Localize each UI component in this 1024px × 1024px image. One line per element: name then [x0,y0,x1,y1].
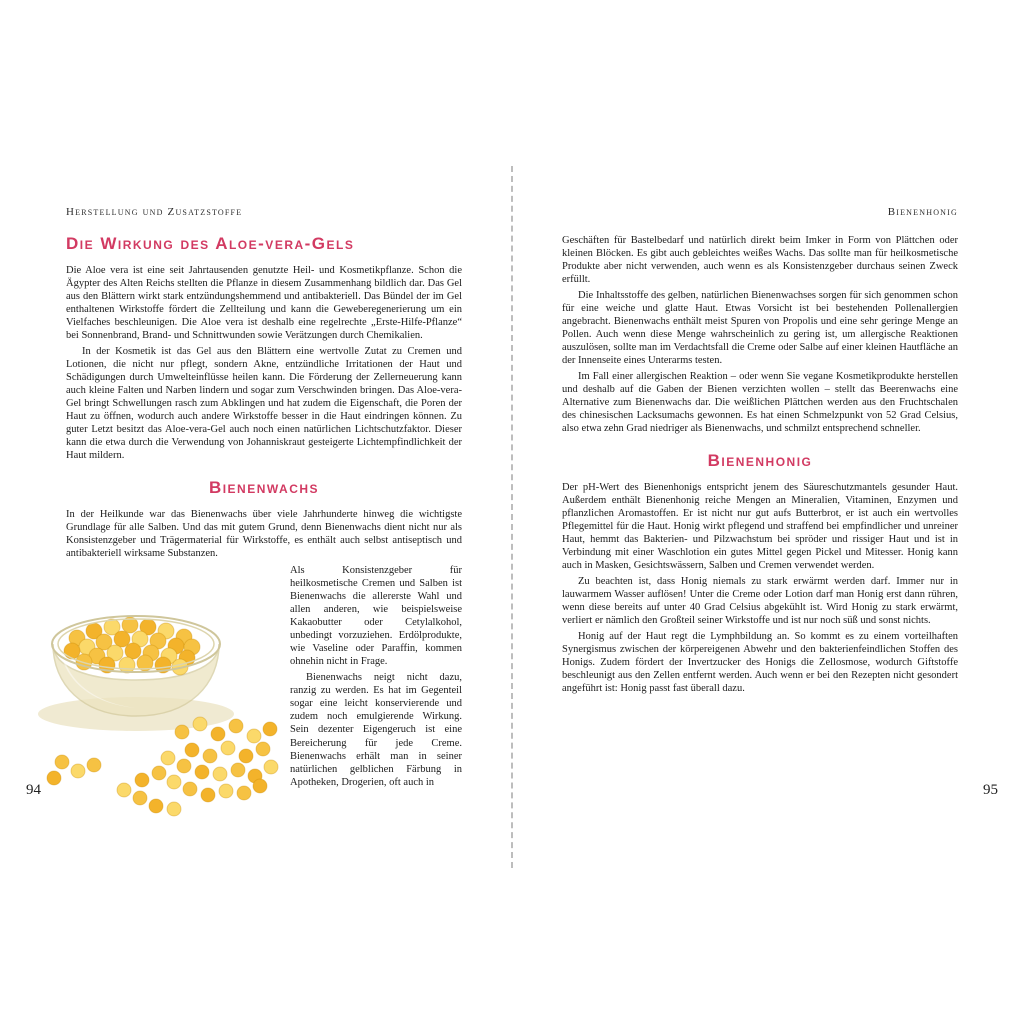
body-paragraph-wrapped: Als Konsistenzgeber für heilkosmetische Cremen und Salben ist Bienenwachs die allererste Wahl und allen anderen, wie beispielsweise Kakaobutter oder Cetylalkohol, unbedingt vorzuziehen. Erdölprodukte, wie Vaseline oder Paraffin, kommen ohnehin nicht in Frage. [290,565,462,668]
section-heading-bienenwachs: Bienenwachs [208,478,320,498]
body-paragraph: Geschäften für Bastelbedarf und natürlich direkt beim Imker in Form von Plättchen oder kleinen Blöcken. Es gibt auch gebleichtes weißes Wachs. Das sollte man für heilkosmetische Produkte aber nicht verwenden, auch wenn es als Konsistenzgeber durchaus seinen Zweck erfüllt. [562,235,958,286]
body-paragraph: Zu beachten ist, dass Honig niemals zu stark erwärmt werden darf. Immer nur in lauwarmem Wasser auflösen! Unter die Creme oder Lotion darf man Honig erst dann rühren, wenn diese bereits auf unter 40 Grad Celsius abgekühlt ist. Wird Honig zu stark erwärmt, verliert er nämlich den Großteil seiner Wirkstoffe und ist nur noch süß und sonst nichts. [562,576,958,627]
body-paragraph: Honig auf der Haut regt die Lymphbildung an. So kommt es zu einem vorteilhaften Synergismus zwischen der körpereigenen Abwehr und den bakterienfeindlichen Stoffen des Honigs. Zudem fördert der Invertzucker des Honigs die Zellosmose, wodurch Giftstoffe beschleunigt aus den Zellen entfernt werden. Auch wenn er bei den Rezepten nicht gesondert angeführt ist: Honig passt fast überall dazu. [562,631,958,695]
page-divider [511,166,513,868]
body-paragraph: Die Aloe vera ist eine seit Jahrtausenden genutzte Heil- und Kosmetikpflanze. Schon die Ägypter des Alten Reichs stellten die Pflanze in diesem Zusammenhang bildlich dar. Das Gel aus den Blättern wirkt stark entzündungshemmend und antibakteriell. Das Bündel der im Gel enthaltenen Wirkstoffe fördert die Zellteilung und kann die Geweberegenerierung um ein Vielfaches beschleunigen. Die Aloe vera ist deshalb eine regelrechte „Erste-Hilfe-Pflanze“ bei Sonnenbrand, Brand- und Schnittwunden sowie Verätzungen durch Chemikalien. [66,265,462,342]
page-number-right: 95 [983,782,998,798]
body-paragraph-wrapped: Bienenwachs neigt nicht dazu, ranzig zu werden. Es hat im Gegenteil sogar eine leicht konservierende und zudem noch emulgierende Wirkung. Sein dezenter Eigengeruch ist eine Bereicherung für jede Creme. Bienenwachs erhält man in seiner natürlichen gelblichen Färbung in Apotheken, Drogerien, oft auch in [290,672,462,788]
page-left [66,206,462,818]
page-number-left: 94 [26,782,41,798]
body-paragraph: Der pH-Wert des Bienenhonigs entspricht jenem des Säureschutzmantels gesunder Haut. Außerdem enthält Bienenhonig reiche Mengen an Mineralien, Vitaminen, Enzymen und pflanzlichen Aromastoffen. Er ist nicht nur gut aufs Butterbrot, er ist auch ein wertvolles Pflegemittel für die Haut. Honig wirkt pflegend und straffend bei empfindlicher und unreiner Haut, hemmt das Bakterien- und Pilzwachstum bei spröder und rissiger Haut und ist in Verbindung mit einer Waschlotion ein gutes Mittel gegen Pickel und Mitesser. Honig kann auch in Masken, Gesichtswässern, Salben und Cremen verwendet werden. [562,482,958,572]
running-header-left: Herstellung und Zusatzstoffe [66,206,243,218]
body-paragraph: Im Fall einer allergischen Reaktion – oder wenn Sie vegane Kosmetikprodukte herstellen und deshalb auf die Gaben der Bienen verzichten wollen – stellt das Beerenwachs eine Alternative zum Bienenwachs dar. Die weißlichen Plättchen werden aus den Fruchtschalen des chinesischen Lacksumachs gewonnen. Es hat einen Schmelzpunkt von 52 Grad Celsius, also etwa zehn Grad niedriger als Bienenwachs, und schmilzt entsprechend schneller. [562,371,958,435]
running-header-right: Bienenhonig [887,206,958,218]
beeswax-pellets-image [32,566,280,818]
body-paragraph: Die Inhaltsstoffe des gelben, natürlichen Bienenwachses sorgen für sich genommen schon für eine weiche und glatte Haut. Etwas Vorsicht ist bei bestehenden Pollenallergien angebracht. Bienenwachs enthält meist Spuren von Propolis und eine sehr geringe Menge an Pollen. Auch wenn diese Menge wahrscheinlich zu gering ist, um allergische Reaktionen auszulösen, sollte man im Verdachtsfall die Creme oder Salbe auf einer kleinen Hautfläche an der Innenseite eines Unterarms testen. [562,290,958,367]
body-paragraph: In der Heilkunde war das Bienenwachs über viele Jahrhunderte hinweg die wichtigste Grundlage für alle Salben. Und das mit gutem Grund, denn Bienenwachs dient nicht nur als Konsistenzgeber und Trägermaterial für Wirkstoffe, es enthält auch selbst antiseptisch und antibakteriell wirksame Substanzen. [66,509,462,560]
section-heading-bienenhonig: Bienenhonig [707,451,813,471]
body-paragraph: In der Kosmetik ist das Gel aus den Blättern eine wertvolle Zutat zu Cremen und Lotionen, die nicht nur pflegt, sondern Akne, entzündliche Irritationen der Haut und Schädigungen durch Umwelteinflüsse heilen kann. Die Förderung der Zellerneuerung kann auch kleine Falten und Narben lindern und sogar zum Verschwinden bringen. Das Aloe-vera-Gel bringt Schwellungen rasch zum Abklingen und hat zudem die Eigenschaft, die Poren der Haut zu öffnen, wodurch auch andere Wirkstoffe besser in die Haut eindringen können. Zu guter Letzt besitzt das Aloe-vera-Gel auch noch einen natürlichen Lichtschutzfaktor. Dieser kann die etwa durch die Verwendung von Johanniskraut gesteigerte Lichtempfindlichkeit der Haut mildern. [66,346,462,462]
page-right [562,206,958,695]
beeswax-wrap-block [66,564,462,818]
section-heading-aloe-vera-gel: Die Wirkung des Aloe-vera-Gels [66,234,355,253]
